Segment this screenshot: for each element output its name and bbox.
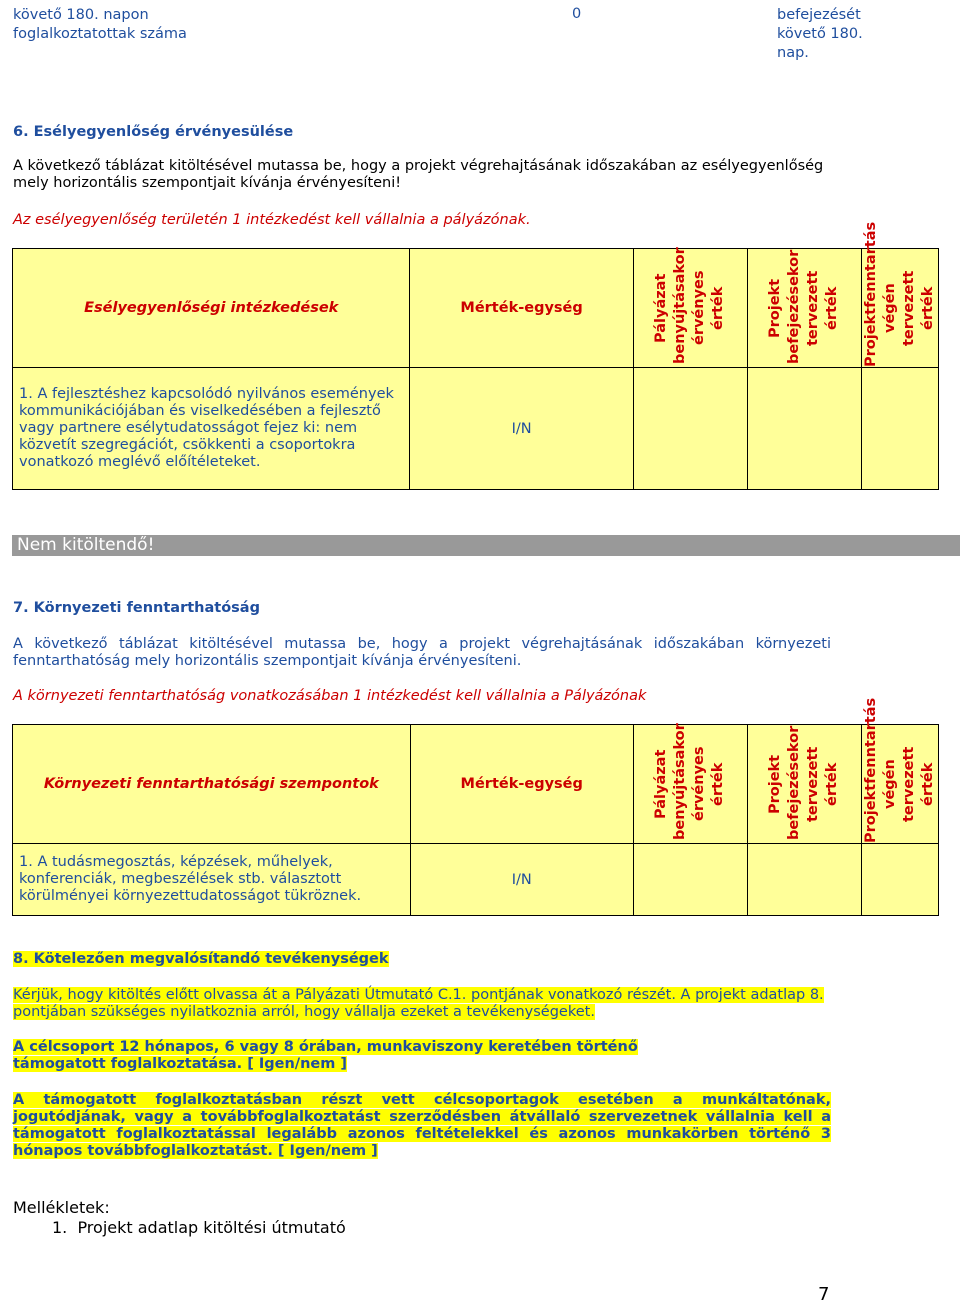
table-environmental (12, 697, 939, 916)
section8-heading-text: 8. Kötelezően megvalósítandó tevékenységek (13, 951, 389, 967)
header-maintenance-2-cell (861, 697, 938, 844)
row-value-completion-2[interactable] (747, 844, 861, 916)
top-col1: követő 180. napon foglalkoztatottak száma (13, 7, 187, 42)
header-maintenance: Projektfenntartás végén tervezett érték (862, 221, 936, 367)
row-aspect-text: 1. A tudásmegosztás, képzések, műhelyek, konferenciák, megbeszélések stb. választott körülményei környezettudatosságot tükröznek. (13, 844, 411, 916)
header-aspects: Környezeti fenntarthatósági szempontok (13, 725, 411, 844)
header-maintenance-cell (861, 221, 938, 368)
section8-requirement-2-text: A támogatott foglalkoztatásban részt vett célcsoportagok esetében a munkáltatónak, jogutódjának, vagy a továbbfoglalkoztatást szerződésben átvállaló szervezetnek vállalnia kell a támogatott foglalkoztatással legalább azonos feltételekkel és azonos munkakörben történő 3 hónapos továbbfoglalkoztatást. [ Igen/nem ] (13, 1092, 831, 1159)
top-col2: 0 (572, 6, 582, 22)
row-value-submission[interactable] (633, 368, 747, 490)
not-fillable-banner: Nem kitöltendő! (12, 535, 960, 556)
attachments-label: Mellékletek: (13, 1198, 110, 1217)
section8-heading (13, 951, 389, 968)
section7-heading: 7. Környezeti fenntarthatóság (13, 600, 260, 616)
row-unit-2: I/N (410, 844, 633, 916)
section8-requirement-2 (13, 1092, 831, 1160)
header-unit-2: Mérték-egység (410, 725, 633, 844)
section6-note: Az esélyegyenlőség területén 1 intézkedést kell vállalnia a pályázónak. (13, 212, 531, 228)
row-value-maintenance[interactable] (861, 368, 938, 490)
section6-heading: 6. Esélyegyenlőség érvényesülése (13, 124, 294, 140)
header-completion: Projekt befejezésekor tervezett érték (767, 249, 841, 364)
header-completion-cell (747, 249, 861, 368)
top-col3: befejezését követő 180. nap. (777, 7, 863, 61)
section8-para (13, 987, 833, 1021)
header-submission-cell (633, 249, 747, 368)
section8-requirement-1-text: A célcsoport 12 hónapos, 6 vagy 8 órában, munkaviszony keretében történő támogatott foglalkoztatása. [ Igen/nem ] (13, 1039, 638, 1072)
section8-requirement-1 (13, 1039, 653, 1073)
table-equal-opportunity (12, 221, 939, 490)
row-value-maintenance-2[interactable] (861, 844, 938, 916)
attachment-item[interactable]: 1. Projekt adatlap kitöltési útmutató (52, 1218, 346, 1237)
row-measure-text: 1. A fejlesztéshez kapcsolódó nyilvános események kommunikációjában és viselkedésében a fejlesztő vagy partnere esélytudatosságot fejez ki: nem közvetít szegregációt, csökkenti a csoportokra vonatkozó meglévő előítéleteket. (13, 368, 410, 490)
page-number: 7 (818, 1284, 830, 1305)
header-unit: Mérték-egység (410, 249, 633, 368)
header-completion-2-cell (747, 725, 861, 844)
row-unit: I/N (410, 368, 633, 490)
section7-note: A környezeti fenntarthatóság vonatkozásában 1 intézkedést kell vállalnia a Pályázónak (13, 688, 647, 704)
header-measures: Esélyegyenlőségi intézkedések (13, 249, 410, 368)
row-value-completion[interactable] (747, 368, 861, 490)
section8-para-text: Kérjük, hogy kitöltés előtt olvassa át a Pályázati Útmutató C.1. pontjának vonatkozó részét. A projekt adatlap 8. pontjában szükséges nyilatkoznia arról, hogy vállalja ezeket a tevékenységeket. (13, 987, 824, 1020)
section7-para: A következő táblázat kitöltésével mutassa be, hogy a projekt végrehajtásának időszakában környezeti fenntarthatóság mely horizontális szempontjait kívánja érvényesíteni. (13, 636, 831, 669)
section6-para: A következő táblázat kitöltésével mutassa be, hogy a projekt végrehajtásának időszakában az esélyegyenlőség mely horizontális szempontjait kívánja érvényesíteni! (13, 158, 824, 191)
header-completion-2: Projekt befejezésekor tervezett érték (767, 725, 841, 840)
row-value-submission-2[interactable] (633, 844, 747, 916)
header-submission-2: Pályázat benyújtásakor érvényes érték (653, 723, 727, 840)
header-submission: Pályázat benyújtásakor érvényes érték (653, 247, 727, 364)
header-maintenance-2: Projektfenntartás végén tervezett érték (862, 697, 936, 843)
header-submission-2-cell (633, 725, 747, 844)
